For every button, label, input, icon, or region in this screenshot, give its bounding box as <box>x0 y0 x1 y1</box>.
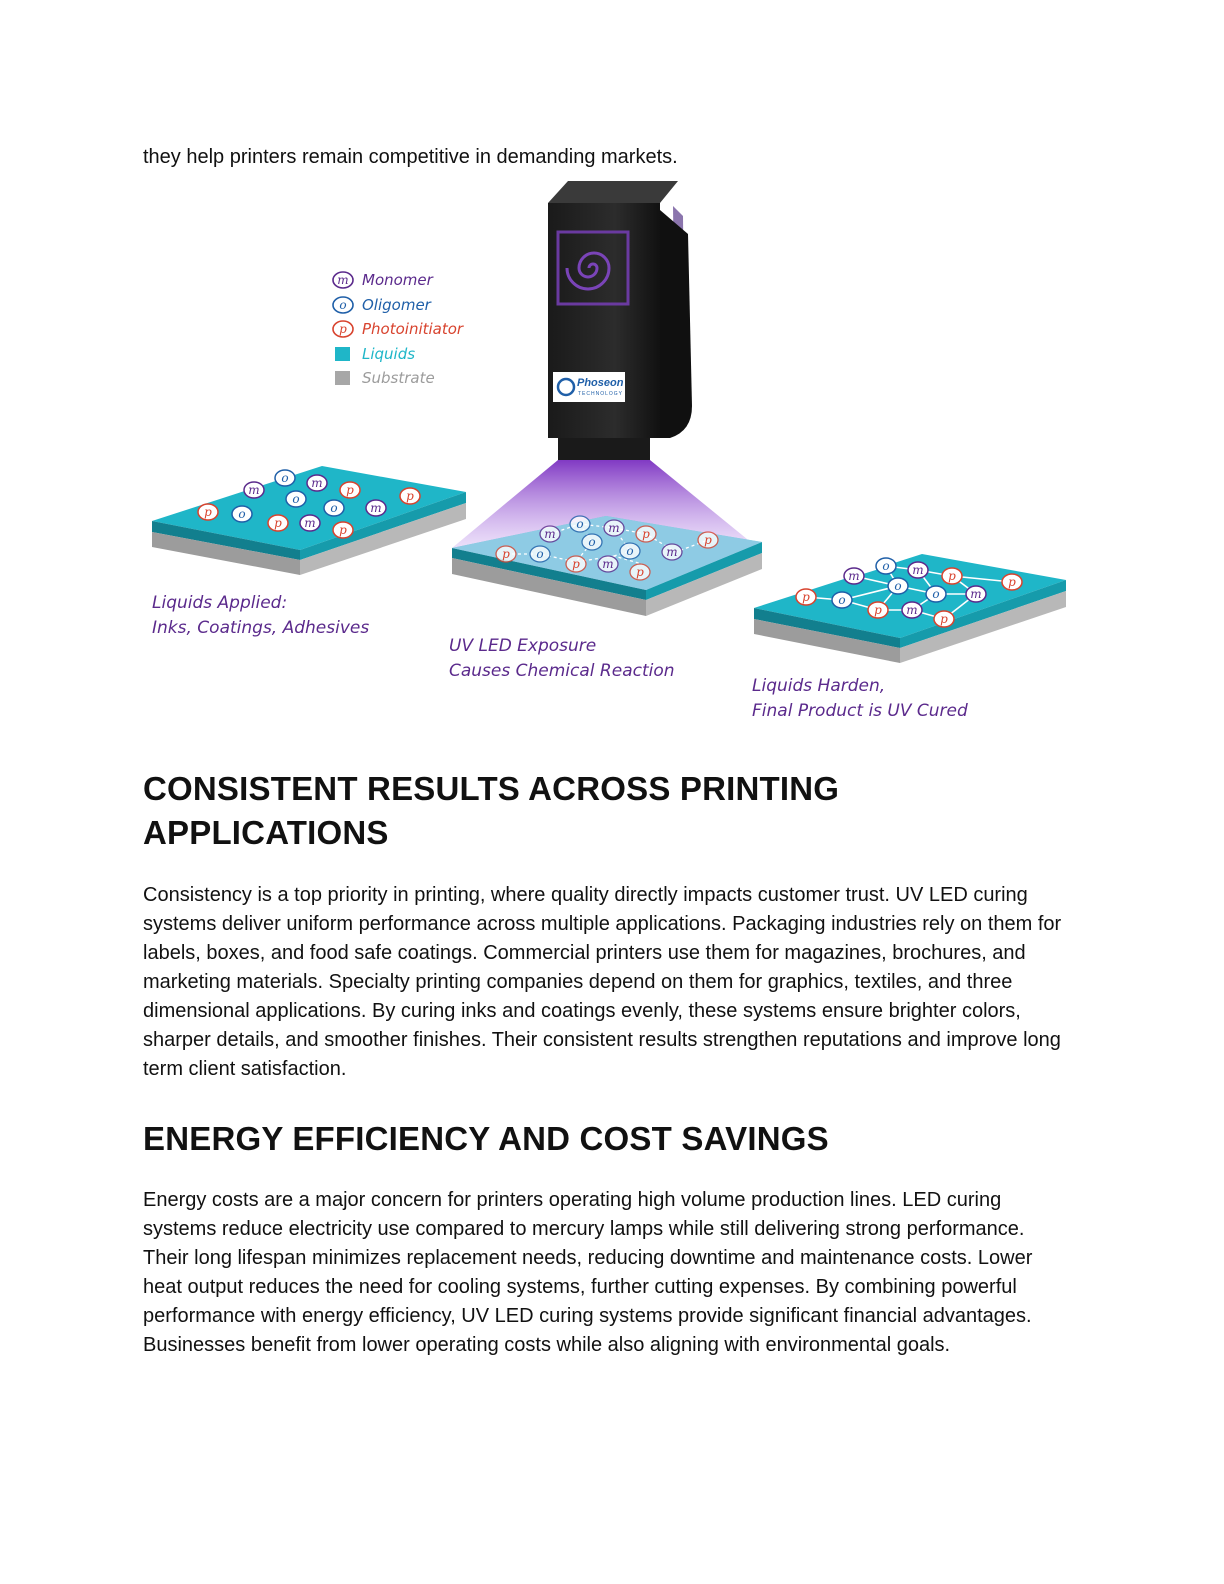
svg-text:m: m <box>602 557 614 571</box>
section-heading-consistent-results <box>143 767 1043 855</box>
svg-text:o: o <box>330 501 338 515</box>
svg-text:o: o <box>882 559 890 573</box>
caption-stage1-line2: Inks, Coatings, Adhesives <box>152 618 370 638</box>
section-body-consistent-results: Consistency is a top priority in printing, where quality directly impacts customer trust. UV LED curing systems deliver uniform performance across multiple applications. Packaging industries rely on them for labels, boxes, and food safe coatings. Commercial printers use them for magazines, brochures, and marketing materials. Specialty printing companies depend on them for graphics, textiles, and three dimensional applications. By curing inks and coatings evenly, these systems ensure brighter colors, sharper details, and smoother finishes. Their consistent results strengthen reputations and improve long term client satisfaction. <box>143 884 1062 1080</box>
svg-text:p: p <box>642 527 650 541</box>
uv-curing-diagram <box>140 176 1080 732</box>
section-body-energy-efficiency: Energy costs are a major concern for printers operating high volume production lines. LED curing systems reduce electricity use compared to mercury lamps while still delivering strong performance. Their long lifespan minimizes replacement needs, reducing downtime and maintenance costs. Lower heat output reduces the need for cooling systems, further cutting expenses. By combining powerful performance with energy efficiency, UV LED curing systems provide significant financial advantages. Businesses benefit from lower operating costs while also aligning with environmental goals. <box>143 1189 1033 1356</box>
svg-text:p: p <box>572 557 580 571</box>
legend <box>333 271 464 387</box>
svg-text:m: m <box>248 483 260 497</box>
device-brand-sub-label: TECHNOLOGY <box>578 391 624 397</box>
legend-monomer-symbol: m <box>337 273 349 287</box>
svg-text:o: o <box>281 471 289 485</box>
svg-text:p: p <box>940 612 948 626</box>
legend-photoinitiator-label: Photoinitiator <box>362 320 464 338</box>
plate-liquids-applied <box>152 466 466 575</box>
svg-text:o: o <box>292 492 300 506</box>
legend-photoinitiator-symbol: p <box>339 322 347 336</box>
svg-text:o: o <box>626 544 634 558</box>
svg-text:m: m <box>370 501 382 515</box>
svg-text:p: p <box>502 547 510 561</box>
legend-monomer <box>333 271 434 289</box>
svg-text:m: m <box>912 563 924 577</box>
plate-uv-cured <box>754 554 1066 663</box>
section-heading-energy-efficiency: ENERGY EFFICIENCY AND COST SAVINGS <box>143 1120 829 1157</box>
caption-stage3-line2: Final Product is UV Cured <box>752 701 968 721</box>
legend-monomer-label: Monomer <box>362 271 433 289</box>
svg-text:p: p <box>874 603 882 617</box>
caption-stage1-line1: Liquids Applied: <box>152 593 288 613</box>
legend-liquids <box>335 345 415 363</box>
svg-text:o: o <box>838 593 846 607</box>
caption-stage2-line2: Causes Chemical Reaction <box>449 661 675 681</box>
svg-text:m: m <box>666 545 678 559</box>
legend-oligomer <box>333 296 432 314</box>
svg-text:p: p <box>204 505 212 519</box>
svg-text:o: o <box>932 587 940 601</box>
section-heading-line1: CONSISTENT RESULTS ACROSS PRINTING <box>143 770 840 807</box>
svg-text:m: m <box>608 521 620 535</box>
svg-text:o: o <box>238 507 246 521</box>
svg-text:p: p <box>406 489 414 503</box>
svg-text:p: p <box>1008 575 1016 589</box>
uv-led-lamp-illustration <box>548 181 692 460</box>
svg-text:o: o <box>576 517 584 531</box>
svg-text:m: m <box>848 569 860 583</box>
svg-text:m: m <box>304 516 316 530</box>
legend-photoinitiator <box>333 320 464 338</box>
svg-text:m: m <box>970 587 982 601</box>
intro-paragraph-fragment: they help printers remain competitive in demanding markets. <box>143 146 678 168</box>
legend-substrate-label: Substrate <box>362 369 435 387</box>
svg-text:p: p <box>339 523 347 537</box>
legend-substrate <box>335 369 435 387</box>
svg-text:o: o <box>588 535 596 549</box>
svg-text:m: m <box>544 527 556 541</box>
svg-text:p: p <box>274 516 282 530</box>
svg-text:p: p <box>704 533 712 547</box>
svg-text:p: p <box>346 483 354 497</box>
legend-liquids-label: Liquids <box>362 345 416 363</box>
legend-oligomer-symbol: o <box>339 298 347 312</box>
svg-text:m: m <box>906 603 918 617</box>
svg-text:m: m <box>311 476 323 490</box>
svg-text:o: o <box>536 547 544 561</box>
svg-text:p: p <box>636 565 644 579</box>
svg-text:p: p <box>948 569 956 583</box>
caption-stage2-line1: UV LED Exposure <box>449 636 597 656</box>
svg-text:p: p <box>802 590 810 604</box>
device-brand-label: Phoseon <box>577 377 624 389</box>
section-heading-line2: APPLICATIONS <box>143 814 389 851</box>
legend-oligomer-label: Oligomer <box>362 296 431 314</box>
svg-text:o: o <box>894 579 902 593</box>
caption-stage3-line1: Liquids Harden, <box>752 676 886 696</box>
